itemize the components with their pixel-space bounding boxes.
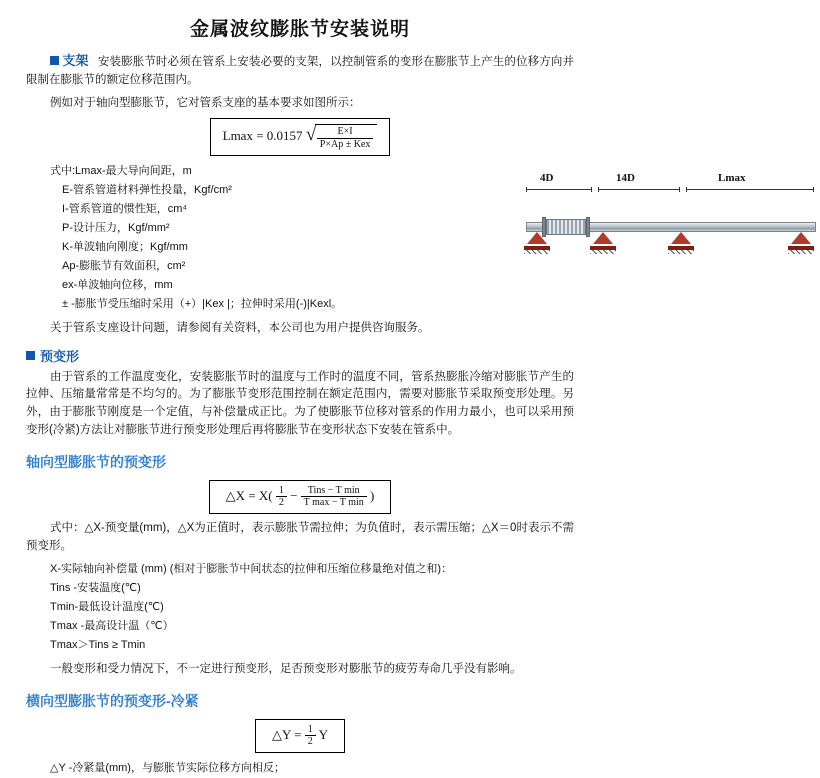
formula-deltax-half-den: 2	[278, 497, 284, 509]
formula-deltax-ratio-den: T max − T min	[303, 497, 364, 509]
support-guide-1	[590, 232, 616, 250]
formula-deltay-rhs: Y	[318, 726, 328, 742]
formula-deltax-half	[276, 485, 287, 509]
diagram-label-lmax: Lmax	[718, 172, 746, 185]
axial-note-line1: 式中：△X-预变量(mm)，△X为正值时，表示膨胀节需拉伸；为负值时，表示需压缩；△X＝0时表示不需预变形。	[26, 521, 574, 552]
legend-lead: 式中:Lmax-最大导向间距，m	[50, 165, 192, 178]
subsection-lateral-heading: 横向型膨胀节的预变形-冷紧	[26, 692, 199, 709]
axial-legend-list	[26, 560, 574, 655]
section-support-para1	[26, 51, 574, 90]
diagram-pipe-area	[520, 198, 820, 258]
subsection-axial-heading: 轴向型膨胀节的预变形	[26, 453, 166, 470]
section-predeform-heading-row	[26, 346, 574, 365]
legend-item-I: I-管系管道的惯性矩，cm⁴	[62, 203, 188, 216]
formula-deltay-lhs: △Y =	[272, 726, 302, 742]
formula-lmax-fraction	[317, 126, 374, 150]
diagram-dim-line-14d	[598, 189, 680, 190]
support-anchor-1	[524, 232, 550, 250]
formula-deltax-half-num: 1	[276, 485, 287, 498]
formula-deltax	[209, 480, 392, 514]
formula-lmax	[210, 118, 391, 156]
formula-lmax-denominator: P×Ap ± Kex	[319, 138, 371, 150]
axial-item-Tins: Tins -安装温度(℃)	[50, 582, 141, 595]
axial-item-X: X-实际轴向补偿量 (mm) (相对于膨胀节中间状态的拉伸和压缩位移量绝对值之和)：	[50, 563, 453, 576]
axial-item-range: Tmax＞Tins ≥ Tmin	[50, 639, 146, 651]
diagram-dim-line-lmax	[686, 189, 814, 190]
axial-closing-text: 一般变形和受力情况下，不一定进行预变形，足否预变形对膨胀节的疲劳寿命几乎没有影响。	[50, 662, 522, 675]
formula-deltax-lhs: △X = X(	[225, 487, 273, 503]
legend-list	[26, 162, 574, 313]
diagram-label-14d: 14D	[616, 172, 635, 185]
bullet-square-icon	[50, 56, 59, 65]
formula-deltay-half	[305, 724, 316, 748]
bullet-square-icon-2	[26, 351, 35, 360]
formula-deltax-ratio	[301, 485, 367, 509]
bellows-element	[546, 219, 586, 235]
formula-deltax-minus: −	[290, 487, 298, 503]
diagram-dim-line-4d	[526, 189, 592, 190]
document-body	[0, 51, 746, 778]
legend-item-K: K-单波轴向刚度；Kgf/mm	[62, 241, 188, 254]
support-closing-text: 关于管系支座设计问题，请参阅有关资料，本公司也为用户提供咨询服务。	[50, 321, 430, 334]
pipe-support-diagram	[520, 172, 820, 264]
diagram-label-4d: 4D	[540, 172, 554, 185]
formula-deltax-rhs: )	[370, 487, 375, 503]
axial-item-Tmin: Tmin-最低设计温度(℃)	[50, 601, 164, 614]
support-anchor-2	[788, 232, 814, 250]
formula-lmax-box	[26, 118, 574, 156]
section-support-para2: 例如对于轴向型膨胀节，它对管系支座的基本要求如图所示：	[50, 96, 361, 109]
legend-item-ex: ex-单波轴向位移，mm	[62, 278, 173, 291]
formula-deltax-ratio-num: Tins − T min	[301, 485, 367, 498]
page-title: 金属波纹膨胀节安装说明	[189, 18, 410, 40]
formula-deltay	[255, 719, 345, 753]
formula-lmax-lhs: Lmax = 0.0157	[222, 128, 303, 144]
formula-deltax-box	[26, 480, 574, 514]
legend-item-P: P-设计压力，Kgf/mm²	[62, 222, 170, 235]
lateral-legend-list	[26, 759, 574, 778]
formula-deltay-half-num: 1	[305, 724, 316, 737]
section-support-text: 安装膨胀节时必须在管系上安装必要的支架，以控制管系的变形在膨胀节上产生的位移方向并限制在膨胀节的额定位移范围内。	[26, 56, 574, 86]
legend-item-sign: ± -膨胀节受压缩时采用（+）|Kex |；拉伸时采用(-)|Kexl。	[62, 297, 343, 310]
document-page	[0, 14, 746, 774]
section-predeform-heading: 预变形	[40, 348, 80, 364]
formula-deltay-half-den: 2	[307, 736, 313, 748]
section-support-heading: 支架	[62, 53, 89, 68]
lateral-item-deltaY: △Y -冷紧量(mm)，与膨胀节实际位移方向相反；	[50, 761, 285, 774]
sqrt-icon	[306, 124, 378, 150]
support-guide-2	[668, 232, 694, 250]
legend-item-Ap: Ap-膨胀节有效面积，cm²	[62, 259, 186, 272]
axial-item-Tmax: Tmax -最高设计温（℃）	[50, 620, 174, 633]
legend-item-E: E-管系管道材料弹性投量，Kgf/cm²	[62, 184, 232, 197]
formula-deltay-box	[26, 719, 574, 753]
section-predeform-para: 由于管系的工作温度变化，安装膨胀节时的温度与工作时的温度不同，管系热膨胀冷缩对膨胀节产生的拉伸、压缩量常常是不均匀的。为了膨胀节变形范围控制在额定范围内，需要对膨胀节采取预变形处理。另外，由于膨胀节刚度是一个定值，与补偿量成正比。为了使膨胀节位移对管系的作用力最小，也可以采用预变形(冷紧)方法让对膨胀节进行预变形处理后再将膨胀节在变形状态下安装在管系中。	[26, 370, 574, 436]
formula-lmax-numerator: √ E×I	[317, 126, 374, 139]
